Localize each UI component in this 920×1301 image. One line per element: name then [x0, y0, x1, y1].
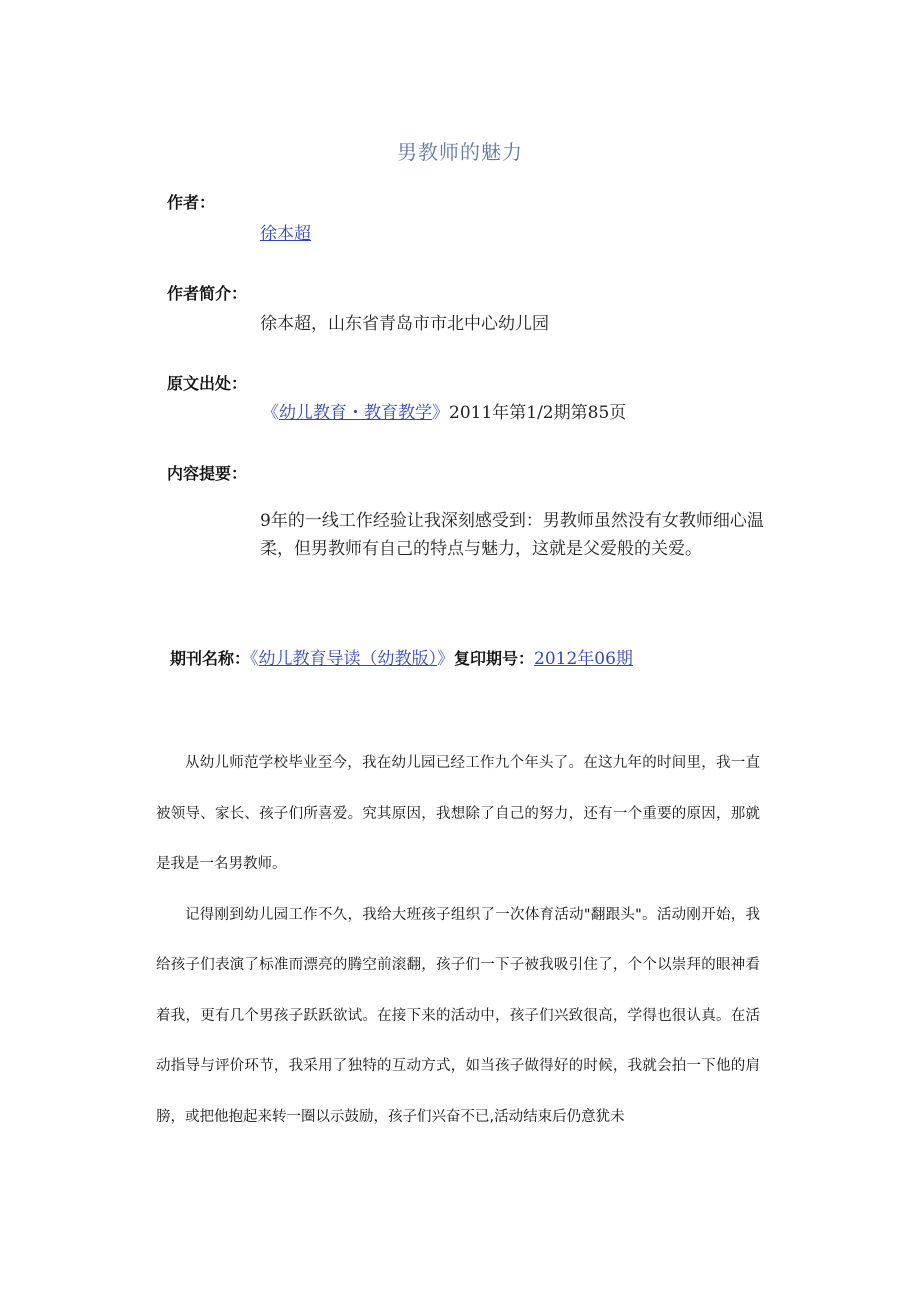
- abstract-label: 内容提要：: [167, 464, 248, 483]
- article-body: [156, 738, 760, 1142]
- author-intro-text: 徐本超，山东省青岛市市北中心幼儿园: [260, 314, 549, 334]
- source-detail: 2011年第1/2期第85页: [449, 403, 627, 423]
- source-journal-link[interactable]: 幼儿教育・教育教学: [279, 403, 432, 423]
- abstract-text: 9年的一线工作经验让我深刻感受到：男教师虽然没有女教师细心温柔，但男教师有自己的特点与魅力，这就是父爱般的关爱。: [260, 511, 764, 559]
- author-label: 作者：: [167, 193, 216, 212]
- periodical-open-bracket: 《: [250, 649, 259, 669]
- author-intro-label: 作者简介：: [167, 284, 248, 303]
- body-paragraph: 从幼儿师范学校毕业至今，我在幼儿园已经工作九个年头了。在这九年的时间里，我一直被领导、家长、孩子们所喜爱。究其原因，我想除了自己的努力，还有一个重要的原因，那就是我是一名男教师。: [156, 755, 760, 872]
- source-row: [262, 398, 626, 423]
- periodical-close-bracket: 》: [437, 649, 455, 669]
- article-title: 男教师的魅力: [397, 140, 523, 164]
- body-paragraph: 记得刚到幼儿园工作不久，我给大班孩子组织了一次体育活动"翻跟头"。活动刚开始，我给孩子们表演了标准而漂亮的腾空前滚翻，孩子们一下子被我吸引住了，个个以崇拜的眼神看着我，更有几个男孩子跃跃欲试。在接下来的活动中，孩子们兴致很高，学得也很认真。在活动指导与评价环节，我采用了独特的互动方式，如当孩子做得好的时候，我就会拍一下他的肩膀，或把他抱起来转一圈以示鼓励，孩子们兴奋不已,活动结束后仍意犹未: [156, 906, 760, 1125]
- periodical-row: [170, 644, 633, 669]
- periodical-name-link[interactable]: 幼儿教育导读（幼教版）: [258, 649, 438, 669]
- source-close-bracket: 》: [432, 403, 449, 423]
- author-name-link[interactable]: 徐本超: [260, 224, 311, 244]
- source-open-bracket: 《: [262, 403, 279, 423]
- issue-label: 复印期号：: [454, 649, 535, 668]
- issue-link[interactable]: 2012年06期: [534, 649, 633, 669]
- periodical-label: 期刊名称：: [170, 649, 251, 668]
- author-name-row: [260, 219, 311, 244]
- source-label: 原文出处：: [167, 374, 248, 393]
